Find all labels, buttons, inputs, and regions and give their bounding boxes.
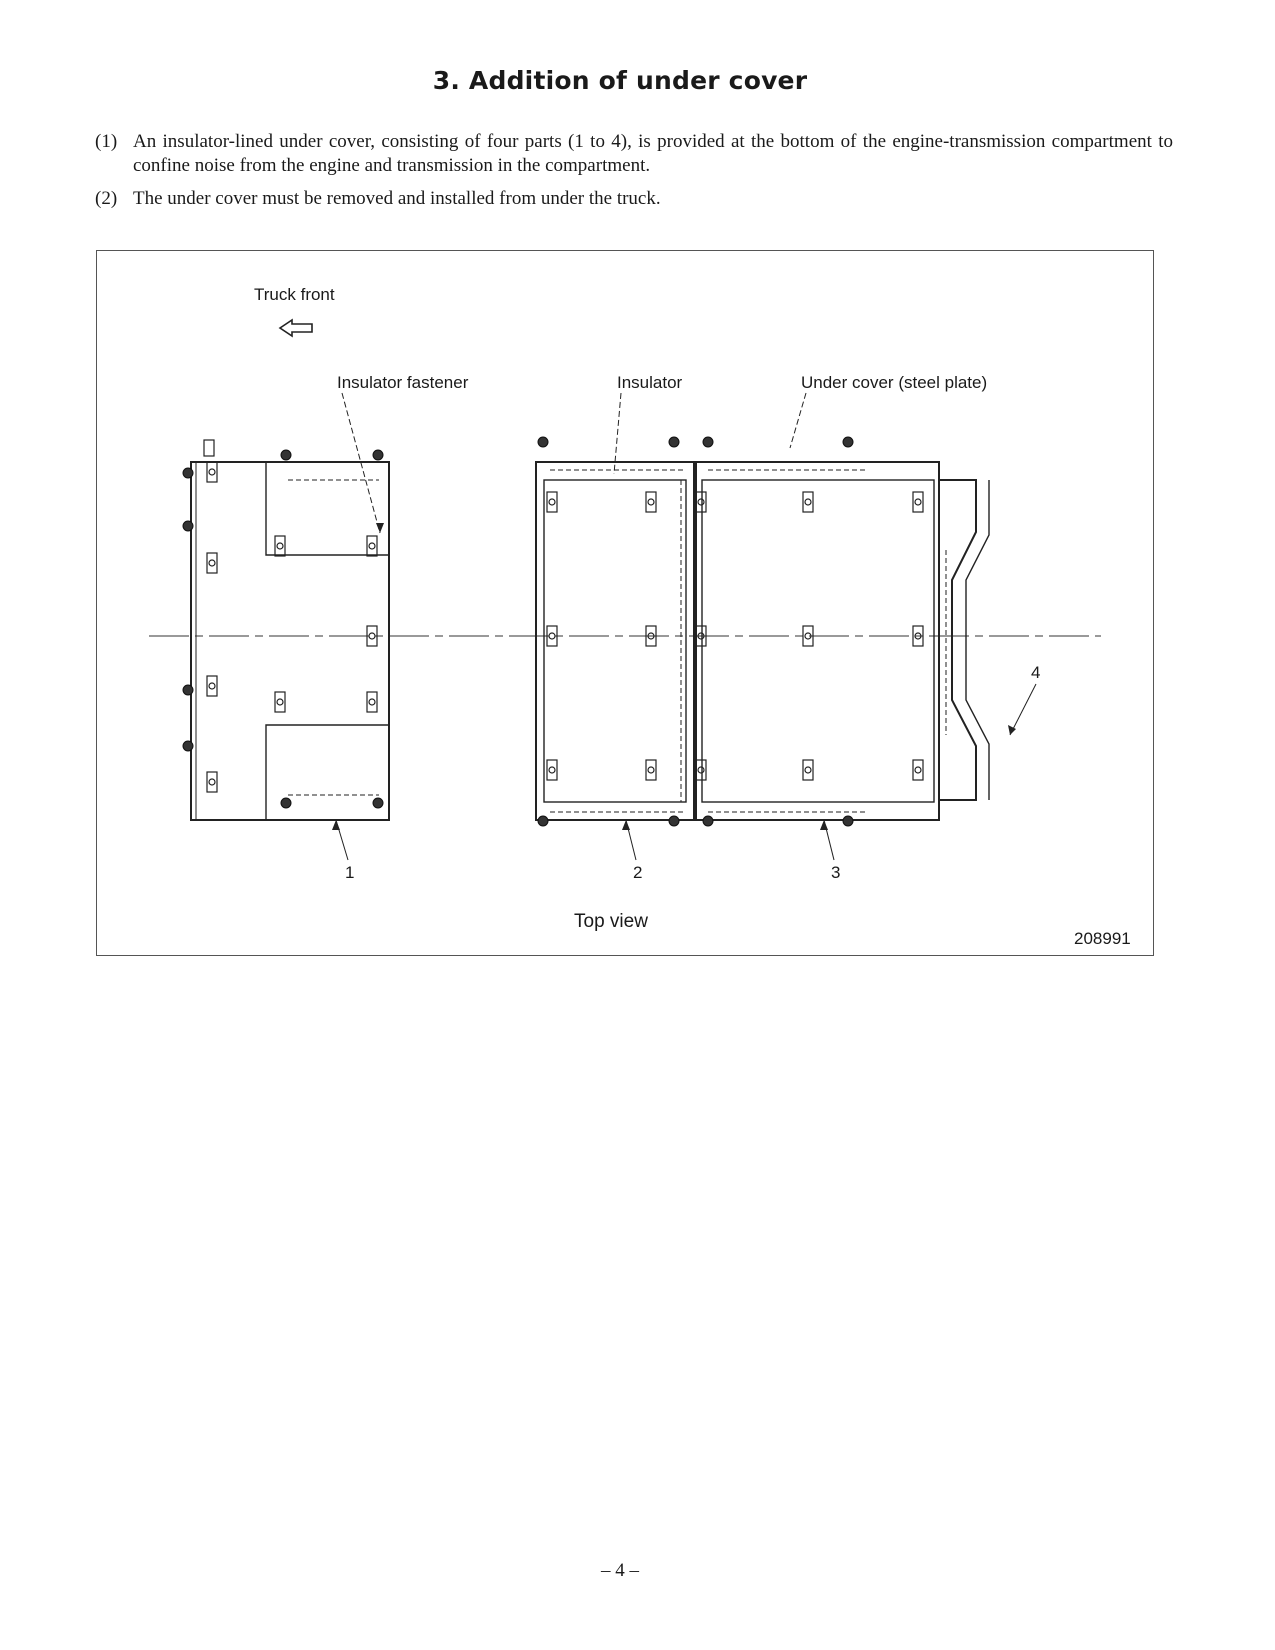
view-label: Top view bbox=[574, 911, 648, 932]
part-1-label: 1 bbox=[345, 863, 355, 882]
insulator-fastener bbox=[367, 692, 377, 712]
arrow-left-icon bbox=[280, 320, 312, 336]
cover-part-3 bbox=[696, 462, 939, 820]
bolt bbox=[281, 450, 291, 460]
insulator-fastener bbox=[803, 626, 813, 646]
insulator-fastener bbox=[207, 676, 217, 696]
arrowheads bbox=[332, 523, 1016, 830]
bolt bbox=[373, 450, 383, 460]
bolt bbox=[183, 468, 193, 478]
bolt bbox=[281, 798, 291, 808]
paragraph-number: (1) bbox=[95, 131, 118, 152]
bolt bbox=[669, 816, 679, 826]
insulator-fastener bbox=[367, 536, 377, 556]
insulator-fastener bbox=[696, 492, 706, 512]
insulator-fastener bbox=[696, 760, 706, 780]
page-number: – 4 – bbox=[601, 1560, 639, 1581]
fastener-layer bbox=[183, 437, 923, 826]
part-3-label: 3 bbox=[831, 863, 841, 882]
paragraph-number: (2) bbox=[95, 188, 118, 209]
insulator-fasteners bbox=[204, 440, 214, 456]
insulator-fastener bbox=[207, 772, 217, 792]
bolt bbox=[843, 437, 853, 447]
insulator-fastener bbox=[547, 760, 557, 780]
insulator-fastener bbox=[207, 462, 217, 482]
insulator-fastener bbox=[913, 492, 923, 512]
insulator-fastener bbox=[207, 553, 217, 573]
insulator-fastener bbox=[275, 692, 285, 712]
part-2-label: 2 bbox=[633, 863, 643, 882]
paragraph-text: The under cover must be removed and installed from under the truck. bbox=[133, 188, 661, 209]
under-cover-diagram bbox=[96, 250, 1154, 956]
bolt bbox=[669, 437, 679, 447]
insulator-fastener bbox=[367, 626, 377, 646]
paragraph-1 bbox=[95, 130, 1173, 178]
paragraph-2 bbox=[95, 187, 1173, 211]
insulator-fastener bbox=[646, 760, 656, 780]
insulator-fastener bbox=[803, 760, 813, 780]
figure-id: 208991 bbox=[1074, 929, 1131, 948]
section-heading: 3. Addition of under cover bbox=[432, 66, 808, 95]
under-cover-label: Under cover (steel plate) bbox=[801, 373, 988, 392]
bolt bbox=[183, 741, 193, 751]
truck-front-label: Truck front bbox=[254, 285, 335, 304]
paragraph-text: An insulator-lined under cover, consisting of four parts (1 to 4), is provided at the bottom of the engine-transmission compartment to confine noise from the engine and transmission in the compartment. bbox=[133, 131, 1173, 176]
insulator-fastener-label: Insulator fastener bbox=[337, 373, 469, 392]
insulator-fastener bbox=[803, 492, 813, 512]
bolt bbox=[703, 437, 713, 447]
bolt bbox=[538, 437, 548, 447]
insulator-fastener bbox=[547, 492, 557, 512]
cover-part-2 bbox=[536, 462, 694, 820]
insulator-fastener bbox=[913, 760, 923, 780]
bolt bbox=[183, 521, 193, 531]
insulator-fastener bbox=[275, 536, 285, 556]
part-4-label: 4 bbox=[1031, 663, 1041, 682]
cover-part-1 bbox=[191, 462, 389, 820]
bolt bbox=[373, 798, 383, 808]
bolt bbox=[183, 685, 193, 695]
bolt bbox=[843, 816, 853, 826]
cover-part-4 bbox=[939, 480, 989, 800]
insulator-fastener bbox=[646, 492, 656, 512]
bolt bbox=[538, 816, 548, 826]
insulator-label: Insulator bbox=[617, 373, 683, 392]
insulator-fastener bbox=[547, 626, 557, 646]
bolt bbox=[703, 816, 713, 826]
